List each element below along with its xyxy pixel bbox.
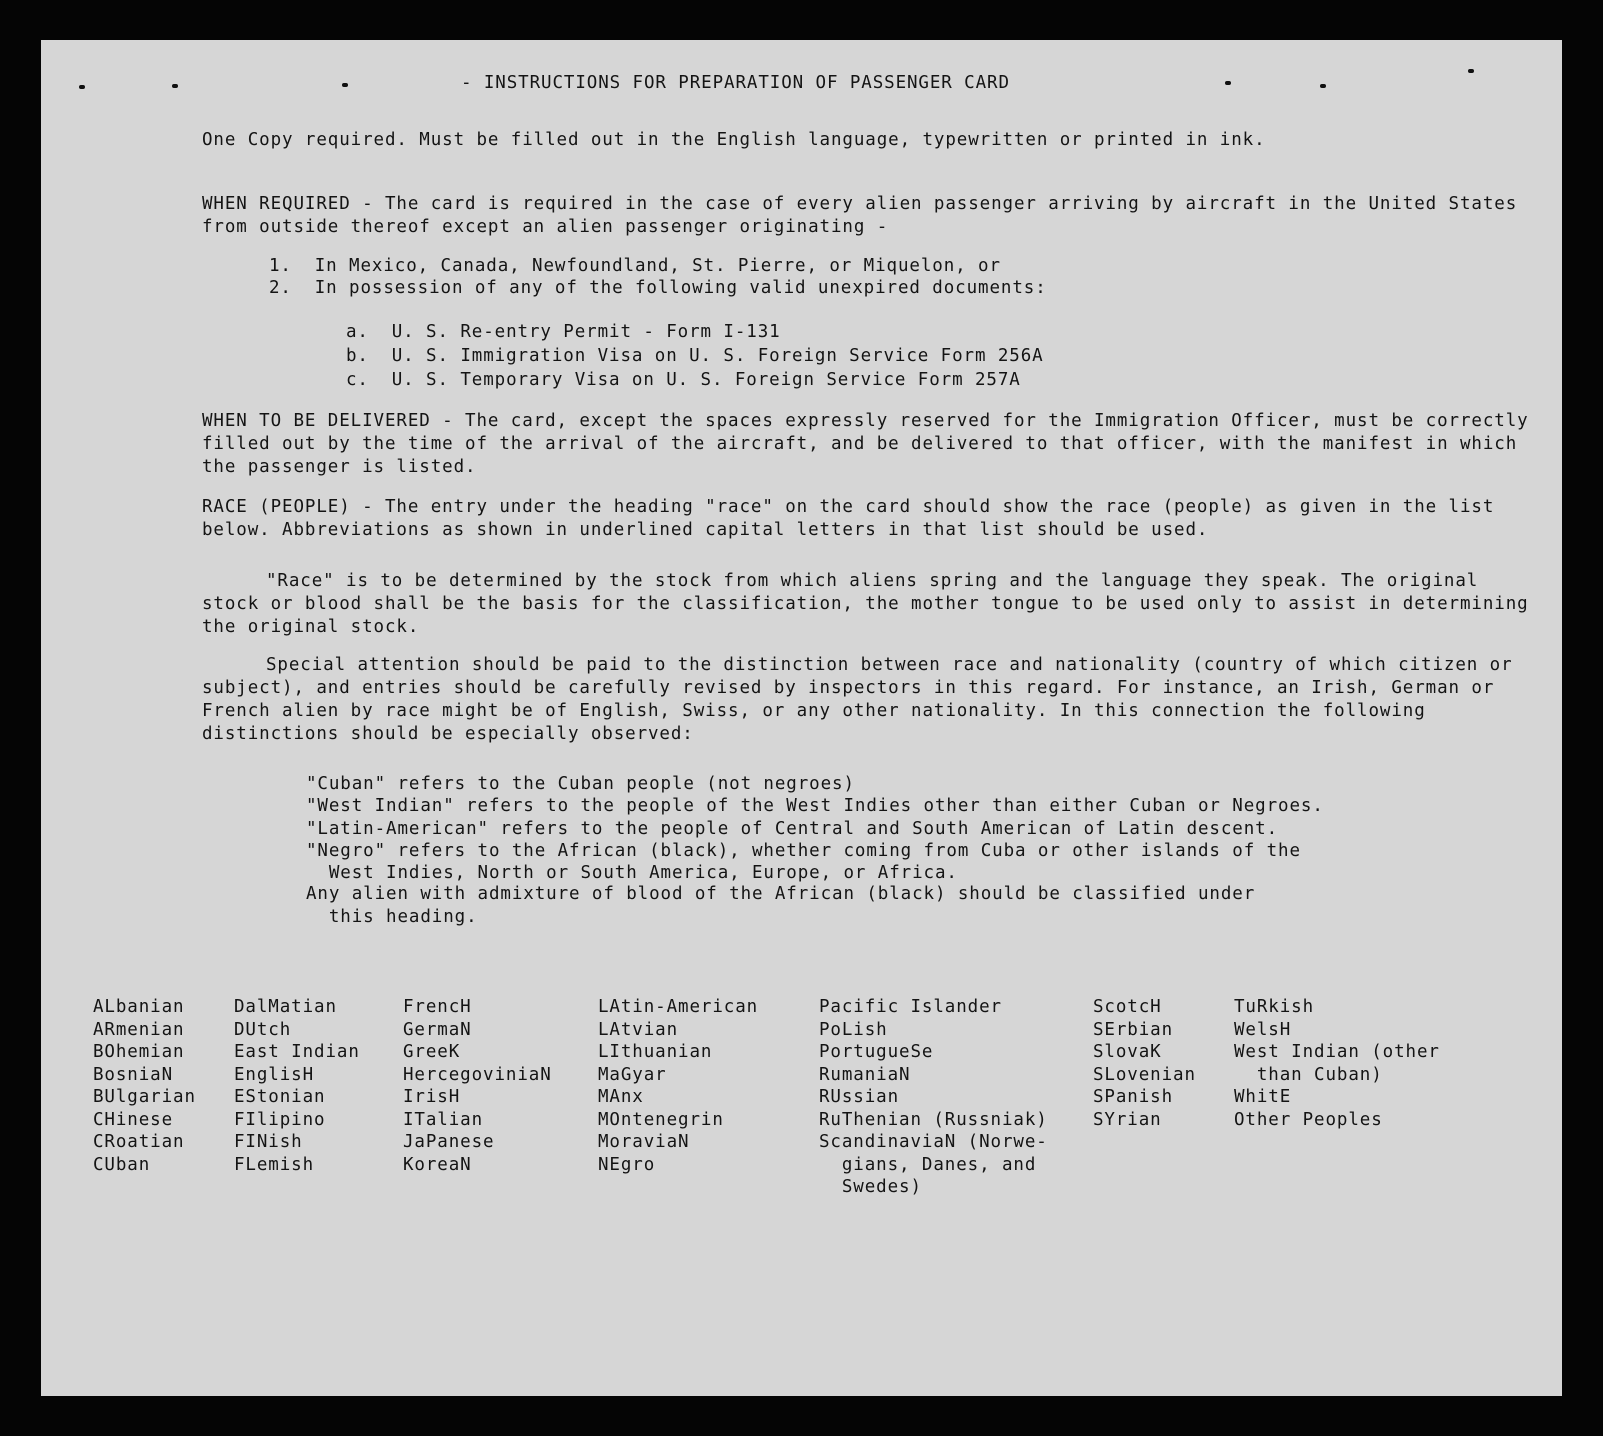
exception-text: In possession of any of the following valid unexpired documents: <box>314 278 1047 298</box>
race-entry: LIthuanian <box>598 1042 713 1062</box>
exception-text: In Mexico, Canada, Newfoundland, St. Pierre, or Miquelon, or <box>314 256 1001 276</box>
race-entry: SErbian <box>1093 1019 1174 1040</box>
document-item <box>346 321 781 344</box>
race-column <box>1093 996 1196 1131</box>
race-entry: ITalian <box>403 1109 484 1130</box>
document-page <box>41 40 1562 1396</box>
document-letter: b. <box>346 346 369 366</box>
race-entry: DalMatian <box>234 997 337 1017</box>
distinction-line: Any alien with admixture of blood of the African (black) should be classified under <box>306 884 1256 904</box>
scan-speck <box>1225 81 1231 85</box>
race-entry: than Cuban) <box>1234 1064 1383 1085</box>
race-entry: ALbanian <box>93 997 185 1017</box>
race-column <box>598 996 758 1176</box>
when-required-paragraph: WHEN REQUIRED - The card is required in the case of every alien passenger arriving by aircraft in the United States from outside thereof except an alien passenger originating - <box>202 194 1518 237</box>
race-entry: CRoatian <box>93 1132 185 1152</box>
race-entry: FLemish <box>234 1154 315 1175</box>
exception-item <box>269 255 1001 278</box>
race-entry: LAtin-American <box>598 997 759 1017</box>
distinction-line: "Latin-American" refers to the people of Central and South American of Latin descent. <box>306 819 1279 839</box>
scan-speck <box>79 85 85 89</box>
race-entry: GreeK <box>403 1042 461 1062</box>
race-entry: MAnx <box>598 1087 644 1107</box>
race-entry: MaGyar <box>598 1064 667 1085</box>
race-entry: PortugueSe <box>819 1042 934 1062</box>
race-entry: BUlgarian <box>93 1087 196 1107</box>
page-title: - INSTRUCTIONS FOR PREPARATION OF PASSENGER CARD <box>461 73 1010 93</box>
distinction-line: "West Indian" refers to the people of the West Indies other than either Cuban or Negroes. <box>306 796 1324 816</box>
document-letter: a. <box>346 322 369 342</box>
document-item <box>346 369 1021 392</box>
race-entry: KoreaN <box>403 1154 472 1175</box>
distinction-line: "Cuban" refers to the Cuban people (not negroes) <box>306 774 855 794</box>
race-entry: SPanish <box>1093 1087 1174 1107</box>
race-entry: PoLish <box>819 1019 888 1040</box>
scan-speck <box>172 84 178 88</box>
race-entry: LAtvian <box>598 1019 679 1040</box>
race-entry: GermaN <box>403 1019 472 1040</box>
race-entry: West Indian (other <box>1234 1042 1440 1062</box>
document-text: U. S. Re-entry Permit - Form I-131 <box>391 322 781 342</box>
race-entry: BosniaN <box>93 1064 174 1085</box>
distinction-line: "Negro" refers to the African (black), whether coming from Cuba or other islands of the <box>306 841 1301 861</box>
document-letter: c. <box>346 370 369 390</box>
document-text: U. S. Immigration Visa on U. S. Foreign Service Form 256A <box>391 346 1044 366</box>
race-entry: CHinese <box>93 1109 174 1130</box>
race-entry: SLovenian <box>1093 1064 1196 1085</box>
race-entry: gians, Danes, and <box>819 1154 1037 1175</box>
race-entry: MOntenegrin <box>598 1109 724 1130</box>
document-item <box>346 345 1044 368</box>
scan-speck <box>1468 69 1474 73</box>
race-entry: RUssian <box>819 1087 900 1107</box>
race-entry: MoraviaN <box>598 1132 690 1152</box>
scan-speck <box>1320 84 1326 88</box>
race-entry: Swedes) <box>819 1177 922 1197</box>
race-entry: NEgro <box>598 1154 656 1175</box>
race-entry: CUban <box>93 1154 151 1175</box>
race-entry: FrencH <box>403 997 472 1017</box>
race-entry: WhitE <box>1234 1087 1292 1107</box>
race-entry: ScandinaviaN (Norwe- <box>819 1132 1048 1152</box>
race-column <box>234 996 360 1176</box>
race-entry: Pacific Islander <box>819 997 1002 1017</box>
race-entry: TuRkish <box>1234 997 1315 1017</box>
exception-number: 2. <box>269 278 292 298</box>
distinction-line: this heading. <box>306 907 478 927</box>
race-entry: SYrian <box>1093 1109 1162 1130</box>
race-entry: BOhemian <box>93 1042 185 1062</box>
race-column <box>93 996 196 1176</box>
race-entry: ScotcH <box>1093 997 1162 1017</box>
special-attention-paragraph: Special attention should be paid to the distinction between race and nationality (country of which citizen or subject), and entries should be carefully revised by inspectors in this regard. For instance, an Irish, German or French alien by race might be of English, Swiss, or any other nationality. In this connection the following distinctions should be especially observed: <box>202 655 1513 744</box>
exception-item <box>269 277 1047 300</box>
intro-paragraph: One Copy required. Must be filled out in the English language, typewritten or printed in ink. <box>202 130 1266 150</box>
race-people-paragraph: RACE (PEOPLE) - The entry under the heading "race" on the card should show the race (people) as given in the list below. Abbreviations as shown in underlined capital letters in that list should be used. <box>202 497 1495 540</box>
when-delivered-paragraph: WHEN TO BE DELIVERED - The card, except the spaces expressly reserved for the Immigration Officer, must be correctly filled out by the time of the arrival of the aircraft, and be delivered to that officer, with the manifest in which the passenger is listed. <box>202 411 1529 477</box>
race-entry: EStonian <box>234 1087 326 1107</box>
race-entry: ARmenian <box>93 1019 185 1040</box>
exception-number: 1. <box>269 256 292 276</box>
document-text: U. S. Temporary Visa on U. S. Foreign Service Form 257A <box>391 370 1021 390</box>
race-entry: WelsH <box>1234 1019 1292 1040</box>
race-entry: FIlipino <box>234 1109 326 1130</box>
race-entry: IrisH <box>403 1087 461 1107</box>
race-entry: JaPanese <box>403 1132 495 1152</box>
race-entry: East Indian <box>234 1042 360 1062</box>
race-column <box>403 996 552 1176</box>
race-entry: FINish <box>234 1132 303 1152</box>
race-determined-paragraph: "Race" is to be determined by the stock from which aliens spring and the language they speak. The original stock or blood shall be the basis for the classification, the mother tongue to be used only to assist in determining the original stock. <box>202 571 1529 637</box>
scan-speck <box>342 83 348 87</box>
race-entry: RumaniaN <box>819 1064 911 1085</box>
race-entry: Other Peoples <box>1234 1109 1383 1130</box>
race-column <box>1234 996 1440 1131</box>
race-entry: SlovaK <box>1093 1042 1162 1062</box>
race-entry: DUtch <box>234 1019 292 1040</box>
race-entry: RuThenian (Russniak) <box>819 1109 1048 1130</box>
race-column <box>819 996 1048 1199</box>
distinction-line: West Indies, North or South America, Europe, or Africa. <box>306 863 958 883</box>
race-entry: EnglisH <box>234 1064 315 1085</box>
race-entry: HercegoviniaN <box>403 1064 552 1085</box>
